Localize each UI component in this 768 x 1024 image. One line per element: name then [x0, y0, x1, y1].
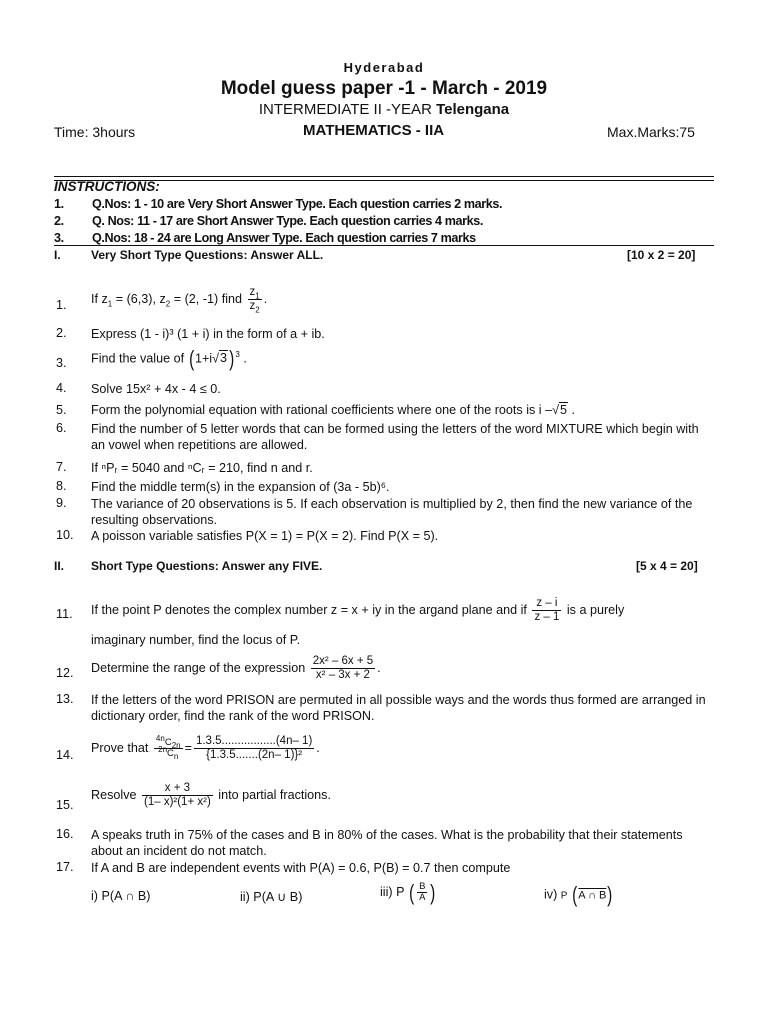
q17-part-iv: iv) P (A ∩ B) — [544, 882, 613, 907]
q11-numerator: z – i — [532, 597, 561, 611]
question-text: Prove that $\frac{^{4n}C_{2n}}{^{2n}C_n}$ = $\frac{1.3.5.................(4n- 1)}{\text{\{1.3.5.......(2n– 1)\}²}}$ . — [91, 733, 320, 761]
divider-instructions — [54, 245, 714, 246]
q3-end: . — [243, 351, 247, 366]
instructions-heading: INSTRUCTIONS: — [54, 179, 160, 194]
question-text — [91, 597, 624, 624]
instruction-text: Q.Nos: 1 - 10 are Very Short Answer Type. Each question carries 2 marks. — [92, 197, 503, 211]
q17-part-iii-label: iii) P — [380, 884, 405, 899]
question-text: A poisson variable satisfies P(X = 1) = P(X = 2). Find P(X = 5). — [91, 529, 439, 543]
q1-text-b: = (6,3), z — [112, 291, 166, 306]
q14-rhs-fraction — [194, 735, 314, 762]
section-1-number: I. — [54, 248, 61, 262]
q14-rhs-denominator: {1.3.5.......(2n– 1)}² — [206, 749, 303, 761]
question-text: Find the value of $(1+i√3)^3$ . — [91, 346, 247, 371]
question-text: Solve 15x² + 4x - 4 ≤ 0. — [91, 382, 221, 396]
section-2-number: II. — [54, 559, 65, 573]
q17-iv-p: P — [560, 890, 568, 902]
course-line — [0, 101, 768, 118]
question-number: 15. — [56, 798, 74, 812]
question-text: The variance of 20 observations is 5. If each observation is multiplied by 2, then find the new variance of the resulting observations. — [91, 497, 693, 527]
question-number: 10. — [56, 528, 74, 542]
q17-part-i: i) P(A ∩ B) — [91, 889, 151, 903]
instruction-number: 3. — [54, 231, 64, 245]
question-number: 6. — [56, 421, 67, 435]
q5-root: 5 — [560, 403, 568, 417]
q17-part-iii: iii) P ( $\frac{B}{A}$ ) — [380, 879, 436, 905]
section-1-marks: [10 x 2 = 20] — [627, 248, 696, 262]
q3-root: 3 — [220, 351, 228, 366]
section-2-marks: [5 x 4 = 20] — [636, 559, 698, 573]
city-heading: Hyderabad — [343, 60, 425, 75]
question-number: 12. — [56, 666, 74, 680]
question-text — [91, 655, 381, 682]
subject-label: MATHEMATICS - IIA — [303, 122, 445, 139]
q14-text: Prove that — [91, 740, 149, 755]
question-number: 17. — [56, 860, 74, 874]
question-number: 14. — [56, 748, 74, 762]
question-number: 1. — [56, 298, 67, 312]
paper-title: Model guess paper -1 - March - 2019 — [220, 78, 548, 99]
course-label: INTERMEDIATE II -YEAR — [258, 101, 432, 118]
q14-end: . — [316, 740, 320, 755]
q3-inner: 1+i — [194, 351, 213, 366]
q1-fraction: $\frac{z_1}{z_2}$ — [249, 286, 260, 315]
q1-numerator: z — [249, 286, 256, 298]
q15-fraction — [142, 782, 213, 809]
q12-end: . — [377, 660, 381, 675]
section-2-title: Short Type Questions: Answer any FIVE. — [91, 559, 323, 573]
question-number: 4. — [56, 381, 67, 395]
q15-text-a: Resolve — [91, 787, 137, 802]
question-text — [91, 782, 331, 809]
q17-part-ii: ii) P(A ∪ B) — [240, 890, 303, 904]
q1-end: . — [263, 291, 268, 306]
divider-top — [54, 176, 714, 177]
instruction-number: 2. — [54, 214, 64, 228]
q11-text-a: If the point P denotes the complex number z = x + iy in the argand plane and if — [91, 602, 527, 617]
question-number: 16. — [56, 827, 74, 841]
q17-part-iii-fraction — [417, 882, 427, 903]
q3-exponent: 3 — [235, 350, 240, 360]
state-label: Telengana — [436, 101, 510, 118]
q5-text: Form the polynomial equation with rational coefficients where one of the roots is — [91, 403, 536, 417]
question-number: 5. — [56, 403, 67, 417]
q17-iv-expr: A ∩ B — [578, 889, 607, 902]
question-text: Find the middle term(s) in the expansion of (3a - 5b)⁶. — [91, 480, 390, 494]
instruction-text: Q.Nos: 18 - 24 are Long Answer Type. Each question carries 7 marks — [92, 231, 476, 245]
q11-denominator: z – 1 — [534, 611, 560, 623]
question-number: 13. — [56, 692, 74, 706]
question-number: 7. — [56, 460, 67, 474]
question-number: 9. — [56, 496, 67, 510]
instruction-item — [54, 197, 503, 211]
q12-text: Determine the range of the expression — [91, 660, 306, 675]
q1-text-a: If z — [91, 291, 108, 306]
question-text: If $z_1 = (6,3)$, $z_2 = (2$, -1) find $\frac{z_1}{z_2}$ . — [91, 286, 268, 315]
question-number: 8. — [56, 479, 67, 493]
q1-denominator: z — [249, 300, 256, 312]
time-label: Time: 3hours — [54, 124, 136, 140]
q15-numerator: x + 3 — [142, 782, 213, 796]
question-text: If ⁿPᵣ = 5040 and ⁿCᵣ = 210, find n and r. — [91, 461, 313, 475]
instruction-item — [54, 214, 483, 228]
q12-fraction — [311, 655, 375, 682]
q14-lhs-num-sup: 4n — [155, 733, 165, 743]
instruction-text: Q. Nos: 11 - 17 are Short Answer Type. Each question carries 4 marks. — [92, 214, 483, 228]
instruction-item — [54, 231, 476, 245]
question-text: If the letters of the word PRISON are permuted in all possible ways and the words thus formed are arranged in dictionary order, find the rank of the word PRISON. — [91, 693, 706, 723]
q14-rhs-numerator: 1.3.5.................(4n– 1) — [195, 735, 313, 747]
instruction-number: 1. — [54, 197, 64, 211]
q11-fraction — [532, 597, 561, 624]
q14-lhs-den-sup: 2n — [158, 744, 168, 754]
question-text-cont: imaginary number, find the locus of P. — [91, 633, 301, 647]
question-number: 3. — [56, 356, 67, 370]
q12-denominator: x² – 3x + 2 — [315, 669, 370, 681]
q3-text: Find the value of — [91, 351, 185, 366]
question-number: 11. — [56, 607, 73, 621]
section-1-title: Very Short Type Questions: Answer ALL. — [91, 248, 324, 262]
q11-text-b: is a purely — [566, 602, 625, 617]
q17-iii-denominator: A — [419, 892, 426, 903]
question-text: If A and B are independent events with P(A) = 0.6, P(B) = 0.7 then compute — [91, 861, 511, 875]
q15-text-b: into partial fractions. — [218, 787, 331, 802]
q14-lhs-num-sub: 2n — [171, 740, 181, 750]
question-text: Form the polynomial equation with rational coefficients where one of the roots is i –√5 . — [91, 403, 576, 417]
q14-lhs-fraction: $\frac{^{4n}C_{2n}}{^{2n}C_n}$ — [155, 733, 181, 761]
q5-end: . — [571, 403, 576, 417]
question-text: Express (1 - i)³ (1 + i) in the form of a + ib. — [91, 327, 325, 341]
q1-text-c: = (2, -1) find — [173, 291, 242, 306]
question-text: Find the number of 5 letter words that can be formed using the letters of the word MIXTURE which begin with an vowel when repetitions are allowed. — [91, 422, 699, 452]
q17-part-iv-label: iv) — [544, 887, 558, 902]
q15-denominator: (1– x)²(1+ x²) — [144, 796, 211, 808]
q5-i: i – — [538, 403, 553, 417]
question-text: A speaks truth in 75% of the cases and B in 80% of the cases. What is the probability that their statements about an incident do not match. — [91, 828, 683, 858]
q17-iii-numerator: B — [419, 881, 426, 892]
max-marks-label: Max.Marks:75 — [607, 124, 695, 140]
q14-lhs-den-sub: n — [173, 751, 179, 761]
question-number: 2. — [56, 326, 67, 340]
q12-numerator: 2x² – 6x + 5 — [312, 655, 374, 667]
